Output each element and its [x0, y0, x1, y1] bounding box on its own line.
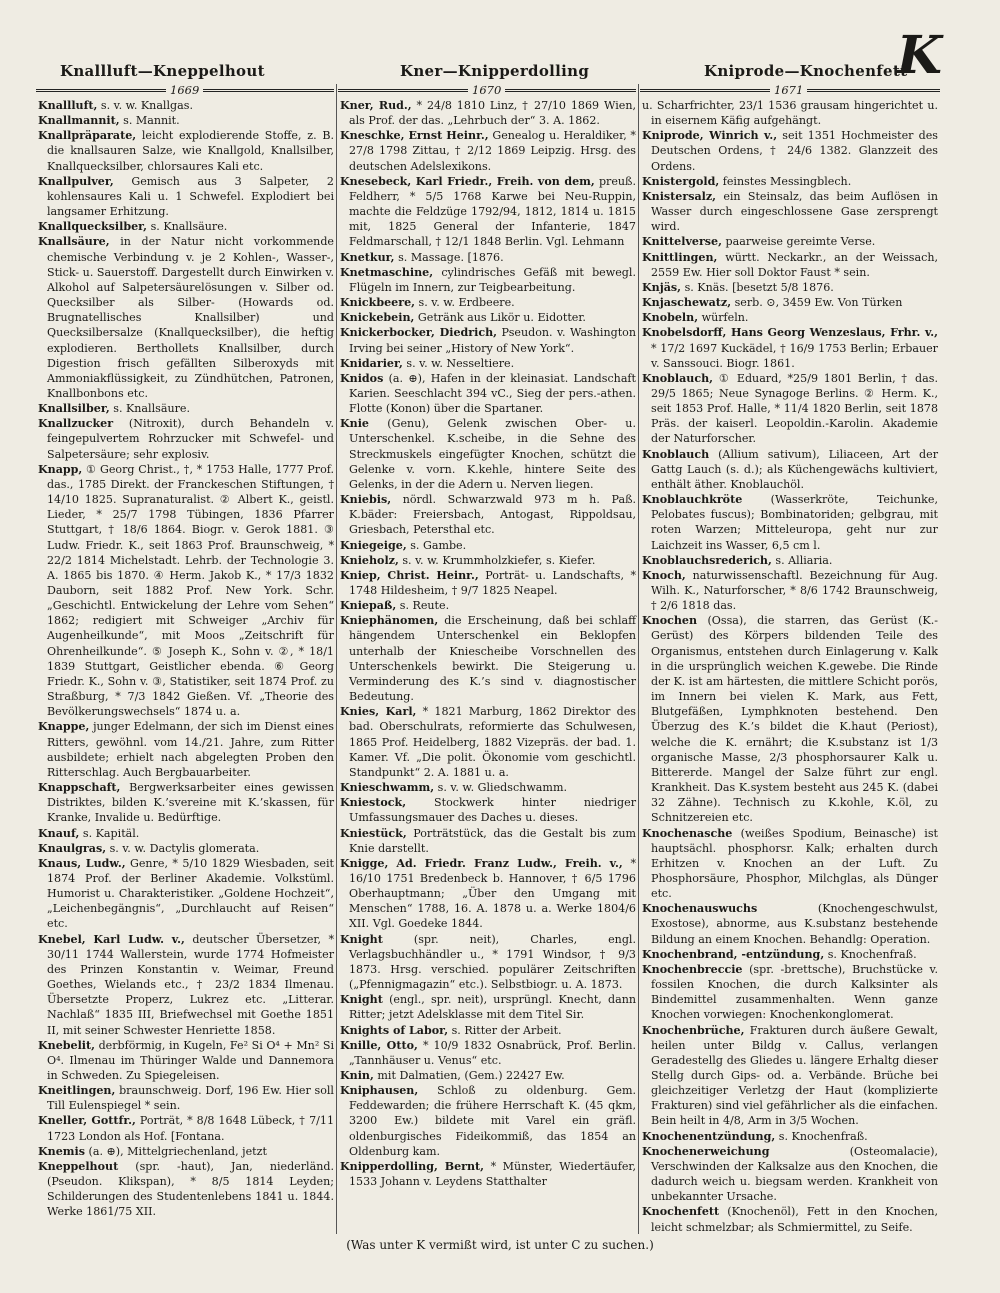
dictionary-entry [38, 462, 334, 720]
dictionary-entry [38, 1113, 334, 1143]
entry-headword: Knin, [340, 1069, 374, 1082]
dictionary-entry [38, 113, 334, 128]
entry-headword: Knallpulver, [38, 174, 114, 188]
entry-headword: Knochenbrand, -entzündung, [642, 947, 825, 961]
entry-text: cylindrisches Gefäß mit bewegl. Flügeln im Innern, zur Teigbearbeitung. [349, 265, 636, 294]
entry-headword: Knobeln, [642, 311, 699, 325]
entry-headword: Knallmannit, [38, 114, 120, 128]
entry-headword: Knaulgras, [38, 841, 107, 855]
entry-headword: Kneitlingen, [38, 1084, 116, 1098]
running-head-center: Kner—Knipperdolling [400, 62, 590, 80]
entry-text: junger Edelmann, der sich im Dienst eines Ritters, gewöhnl. vom 14./21. Jahre, zum Ritter ausbildete; erhielt nach abgelegten Proben den Ritterschlag. Auch Bergbauarbeiter. [47, 720, 334, 779]
entry-headword: Knidarier, [340, 356, 403, 370]
running-head-left: Knallluft—Kneppelhout [60, 62, 265, 80]
dictionary-entry [340, 356, 636, 371]
entry-text: (spr. -brettsche), Bruchstücke v. fossilen Knochen, die durch Kalksinter als Bindemittel zusammenhalten. Wenn ganze Knochen vorwiegen: Knochenkonglomerat. [651, 962, 938, 1022]
entry-headword: Knochenauswuchs [642, 902, 758, 916]
entry-headword: Knistergold, [642, 174, 720, 188]
column-2 [340, 98, 636, 1189]
entry-headword: Knappschaft, [38, 781, 121, 795]
dictionary-entry [340, 1038, 636, 1068]
dictionary-entry [642, 947, 938, 962]
dictionary-entry [642, 280, 938, 295]
entry-headword: Knochenentzündung, [642, 1129, 776, 1143]
entry-text: (Allium sativum), Liliaceen, Art der Gattg Lauch (s. d.); als Küchengewächs kultiviert, enthält äther. Knoblauchöl. [651, 447, 938, 491]
dictionary-entry [38, 826, 334, 841]
dictionary-entry [340, 1068, 636, 1083]
entry-headword: Knallquecksilber, [38, 220, 148, 234]
entry-headword: Kneppelhout [38, 1159, 119, 1173]
dictionary-entry [38, 719, 334, 780]
page-number-row-1 [36, 84, 334, 98]
dictionary-entry [642, 1129, 938, 1144]
dictionary-entry [642, 98, 938, 128]
entry-text: feinstes Messingblech. [722, 174, 852, 188]
entry-headword: Knoch, [642, 568, 686, 582]
entry-headword: Knickerbocker, Diedrich, [340, 326, 498, 340]
entry-headword: Knipperdolling, Bernt, [340, 1159, 485, 1173]
entry-text: s. v. w. Knallgas. [100, 99, 193, 112]
entry-text: s. v. w. Gliedschwamm. [437, 781, 567, 795]
dictionary-entry [340, 128, 636, 173]
entry-headword: Knochen [642, 614, 698, 628]
dictionary-entry [642, 189, 938, 234]
dictionary-entry [38, 174, 334, 219]
entry-text: s. Knochenfraß. [827, 947, 917, 961]
entry-text: leicht explodierende Stoffe, z. B. die knallsauren Salze, wie Knallgold, Knallsilber, Knallquecksilber, chlorsaures Kali etc. [47, 129, 334, 173]
entry-text: * Münster, Wiedertäufer, 1533 Johann v. Leydens Statthalter [349, 1159, 636, 1189]
entry-headword: Knoblauchsrederich, [642, 553, 772, 567]
entry-text: (spr. -haut), Jan, niederländ. (Pseudon. Klikspan), * 8/5 1814 Leyden; Schilderungen des Studentenlebens 1841 u. 1844. Werke 1861/75 XII. [47, 1159, 334, 1219]
dictionary-entry [340, 568, 636, 598]
entry-text: * 24/8 1810 Linz, † 27/10 1869 Wien, als Prof. der das. „Lehrbuch der“ 3. A. 1862. [349, 99, 636, 128]
entry-headword: Knaus, Ludw., [38, 856, 126, 870]
entry-text: Bergwerksarbeiter eines gewissen Distriktes, bilden K.’svereine mit K.’skassen, für Kranke, Invalide u. Bedürftige. [47, 781, 334, 825]
entry-text: seit 1351 Hochmeister des Deutschen Ordens, † 24/6 1382. Glanzzeit des Ordens. [651, 129, 938, 173]
dictionary-entry [642, 568, 938, 613]
dictionary-entry [642, 447, 938, 492]
column-3 [642, 98, 938, 1235]
entry-text: derbförmig, in Kugeln, Fe² Si O⁴ + Mn² Si O⁴. Ilmenau im Thüringer Walde und Dannemora in Schweden. Zu Spiegeleisen. [47, 1038, 334, 1082]
entry-text: s. v. w. Nesseltiere. [406, 356, 515, 370]
entry-headword: Knights of Labor, [340, 1023, 449, 1037]
entry-headword: Knidos [340, 371, 384, 385]
entry-headword: Knallzucker [38, 417, 114, 431]
page-number: 1670 [468, 83, 505, 97]
entry-headword: Knebelit, [38, 1038, 95, 1052]
entry-text: (Osteomalacie), Verschwinden der Kalksalze aus den Knochen, die dadurch weich u. biegsam werden. Krankheit von unbekannter Ursache. [651, 1144, 938, 1204]
entry-text: (Nitroxit), durch Behandeln v. feingepulvertem Rohrzucker mit Schwefel- und Salpetersäure; sehr explosiv. [47, 417, 334, 461]
dictionary-entry [340, 795, 636, 825]
entry-headword: Kniep, Christ. Heinr., [340, 568, 479, 582]
entry-text: (Wasserkröte, Teichunke, Pelobates fuscus); Bombinatoriden; gelbgrau, mit roten Warzen; Mitteleuropa, geht nur zur Laichzeit ins Wasser, 6,5 cm l. [651, 493, 938, 552]
page-number: 1671 [770, 83, 807, 97]
entry-text: (spr. neit), Charles, engl. Verlagsbuchhändler u., * 1791 Windsor, † 9/3 1873. Hrsg. verschied. populärer Zeitschriften („Pfennigmagazin“ etc.). Selbstbiogr. u. A. 1873. [349, 932, 636, 992]
entry-text: deutscher Übersetzer, * 30/11 1744 Wallerstein, wurde 1774 Hofmeister des Prinzen Konstantin v. Weimar, Freund Goethes, Wielands etc., † 23/2 1834 Ilmenau. Übersetzte Properz, Lukrez etc. „Litterar. Nachlaß“ 1835 III, Briefwechsel mit Goethe 1851 II, mit seiner Schwester Henriette 1858. [47, 932, 334, 1037]
entry-headword: Knight [340, 932, 383, 946]
entry-headword: Knigge, Ad. Friedr. Franz Ludw., Freih. v., [340, 856, 623, 870]
entry-headword: Knallluft, [38, 99, 98, 112]
entry-headword: Knetmaschine, [340, 265, 434, 279]
dictionary-entry [340, 992, 636, 1022]
dictionary-entry [38, 219, 334, 234]
dictionary-entry [340, 856, 636, 932]
dictionary-entry [642, 826, 938, 902]
entry-text: s. Kapitäl. [82, 826, 140, 840]
dictionary-entry [340, 295, 636, 310]
entry-text: naturwissenschaftl. Bezeichnung für Aug. Wilh. K., Naturforscher, * 8/6 1742 Braunschweig, † 2/6 1818 das. [651, 568, 938, 613]
dictionary-entry [642, 962, 938, 1023]
dictionary-entry [340, 250, 636, 265]
entry-text: paarweise gereimte Verse. [725, 235, 876, 249]
entry-text: in der Natur nicht vorkommende chemische Verbindung v. je 2 Kohlen-, Wasser-, Stick- u. Sauerstoff. Dargestellt durch Einwirken v. Alkohol auf Salpetersäurelösungen v. Silber od. Quecksilber als Silber- (Howards od. Brugnatellisches Knallsilber) und Quecksilbersalze (Knallquecksilber), die heftig explodieren. Berthollets Knallsilber, durch Digestion frisch gefällten Silberoxyds mit Ammoniakflüssigkeit, zu Zündhütchen, Patronen, Knallbonbons etc. [47, 235, 334, 400]
entry-text: s. Knäs. [besetzt 5/8 1876. [684, 280, 834, 294]
entry-text: württ. Neckarkr., an der Weissach, 2559 Ew. Hier soll Doktor Faust * sein. [651, 250, 938, 279]
entry-headword: Knieholz, [340, 553, 399, 567]
entry-headword: Knie [340, 417, 369, 431]
dictionary-entry [642, 492, 938, 553]
entry-headword: Knille, Otto, [340, 1038, 418, 1052]
dictionary-entry [340, 416, 636, 492]
entry-headword: Knochenbrüche, [642, 1023, 745, 1037]
dictionary-entry [38, 841, 334, 856]
column-divider [638, 84, 639, 1234]
entry-text: * 16/10 1751 Bredenbeck b. Hannover, † 6/5 1796 Oberhauptmann; „Über den Umgang mit Menschen“ 1788, 16. A. 1878 u. a. Werke 1804/6 XII. Vgl. Goedeke 1844. [349, 856, 637, 931]
entry-headword: Knittlingen, [642, 250, 718, 264]
dictionary-entry [340, 98, 636, 128]
entry-headword: Knjäs, [642, 280, 682, 294]
entry-headword: Knallsäure, [38, 235, 110, 249]
dictionary-entry [642, 1204, 938, 1234]
entry-text: ① Georg Christ., †, * 1753 Halle, 1777 Prof. das., 1785 Direkt. der Franckeschen Stiftungen, † 14/10 1825. Supranaturalist. ② Albert K., geistl. Lieder, * 25/7 1798 Tübingen, 1836 Pfarrer Stuttgart, † 18/6 1864. Biogr. v. Gerok 1881. ③ Ludw. Friedr. K., seit 1863 Prof. Braunschweig, * 22/2 1814 Michelstadt. Lehrb. der Technologie 3. A. 1865 bis 1870. ④ Herm. Jakob K., * 17/3 1832 Dauborn, seit 1882 Prof. New York. Schr. „Geschichtl. Entwickelung der Lehre vom Sehen“ 1862; redigiert mit Schweiger „Archiv für Augenheilkunde“, mit Moos „Zeitschrift für Ohrenheilkunde“. ⑤ Joseph K., Sohn v. ②, * 18/1 1839 Stuttgart, Geistlicher ebenda. ⑥ Georg Friedr. K., Sohn v. ③, Statistiker, seit 1874 Prof. zu Straßburg, * 7/3 1842 Gießen. Vf. „Theorie des Bevölkerungswechsels“ 1874 u. a. [47, 462, 334, 719]
entry-headword: Knickbeere, [340, 296, 416, 310]
dictionary-entry [38, 856, 334, 932]
dictionary-entry [340, 265, 636, 295]
entry-text: u. Scharfrichter, 23/1 1536 grausam hingerichtet u. in eisernem Käfig aufgehängt. [642, 99, 938, 128]
running-head-right: Kniprode—Knochenfett [704, 62, 908, 80]
entry-text: Genre, * 5/10 1829 Wiesbaden, seit 1874 Prof. der Berliner Akademie. Volkstüml. Humorist u. Charakteristiker. „Goldene Hochzeit“, „Leichenbegängnis“, „Durchlaucht auf Reisen“ etc. [47, 856, 334, 931]
dictionary-entry [38, 932, 334, 1038]
entry-text: Getränk aus Likör u. Eidotter. [417, 311, 586, 325]
dictionary-entry [340, 1023, 636, 1038]
entry-headword: Knoblauch [642, 447, 710, 461]
entry-text: s. v. w. Dactylis glomerata. [109, 841, 260, 855]
entry-text: s. Mannit. [123, 114, 180, 128]
entry-text: s. Reute. [399, 599, 450, 613]
entry-text: (a. ⊕), Mittelgriechenland, jetzt [88, 1144, 267, 1158]
entry-headword: Knies, Karl, [340, 705, 417, 719]
dictionary-entry [340, 492, 636, 537]
entry-text: * 1821 Marburg, 1862 Direktor des bad. Oberschulrats, reformierte das Schulwesen, 1865 Prof. Heidelberg, 1882 Vizepräs. der bad. 1. Kamer. Vf. „Die polit. Ökonomie vom geschichtl. Standpunkt“ 2. A. 1881 u. a. [349, 705, 637, 779]
dictionary-entry [340, 310, 636, 325]
entry-text: die Erscheinung, daß bei schlaff hängendem Unterschenkel ein Beklopfen unterhalb der Kniescheibe Vorschnellen des Unterschenkels bewirkt. Die Steigerung u. Verminderung des K.’s sind v. diagnostischer Bedeutung. [349, 614, 636, 704]
entry-headword: Kniphausen, [340, 1084, 419, 1098]
dictionary-entry [642, 234, 938, 249]
entry-headword: Knauf, [38, 826, 80, 840]
entry-text: Porträt- u. Landschafts, * 1748 Hildesheim, † 9/7 1825 Neapel. [349, 568, 636, 597]
dictionary-entry [642, 174, 938, 189]
entry-headword: Kneschke, Ernst Heinr., [340, 129, 489, 143]
dictionary-entry [642, 901, 938, 946]
dictionary-entry [642, 1023, 938, 1129]
dictionary-entry [38, 416, 334, 461]
entry-text: Porträt, * 8/8 1648 Lübeck, † 7/11 1723 London als Hof. [Fontana. [47, 1114, 335, 1143]
dictionary-entry [38, 234, 334, 401]
dictionary-entry [340, 174, 636, 250]
dictionary-entry [340, 780, 636, 795]
entry-headword: Knieschwamm, [340, 781, 435, 795]
dictionary-entry [642, 613, 938, 825]
dictionary-entry [38, 780, 334, 825]
dictionary-entry [340, 1083, 636, 1159]
entry-headword: Knobelsdorff, Hans Georg Wenzeslaus, Frhr. v., [642, 326, 938, 340]
column-1 [38, 98, 334, 1220]
entry-text: Frakturen durch äußere Gewalt, heilen unter Bildg v. Callus, verlangen Geradestellg des Gliedes u. längere Erhaltg dieser Stellg durch Gips- od. a. Verbände. Brüche bei gleichzeitiger Verletzg der Haut (komplizierte Frakturen) sind viel gefährlicher als die einfachen. Bein heilt in 4/8, Arm in 3/5 Wochen. [651, 1023, 938, 1128]
page-number-row-2 [338, 84, 636, 98]
dictionary-entry [340, 932, 636, 993]
entry-text: s. Knallsäure. [150, 220, 228, 234]
entry-headword: Knemis [38, 1144, 85, 1158]
entry-headword: Kniephänomen, [340, 614, 439, 628]
dictionary-entry [340, 325, 636, 355]
entry-text: s. Gambe. [410, 538, 467, 552]
dictionary-entry [642, 371, 938, 447]
dictionary-entry [38, 1159, 334, 1220]
entry-text: Genealog u. Heraldiker, * 27/8 1798 Zittau, † 2/12 1869 Leipzig. Hrsg. des deutschen Adelslexikons. [349, 129, 636, 173]
entry-headword: Kneller, Gottfr., [38, 1114, 136, 1128]
entry-text: nördl. Schwarzwald 973 m h. Paß. K.bäder: Freiersbach, Antogast, Rippoldsau, Griesbach, Petersthal etc. [349, 493, 637, 537]
entry-text: preuß. Feldherr, * 5/5 1768 Karwe bei Neu-Ruppin, machte die Feldzüge 1792/94, 1812, 1814 u. 1815 mit, 1825 General der Infanterie, 1847 Feldmarschall, † 12/1 1848 Berlin. Vgl. Lehmann [349, 174, 636, 249]
entry-text: s. Massage. [1876. [398, 250, 504, 264]
page-number-row-3 [640, 84, 940, 98]
dictionary-entry [642, 553, 938, 568]
dictionary-entry [642, 1144, 938, 1205]
entry-text: serb. ⊙, 3459 Ew. Von Türken [734, 296, 903, 310]
column-divider [336, 84, 337, 1234]
entry-headword: Knochenfett [642, 1205, 720, 1219]
dictionary-entry [642, 250, 938, 280]
entry-headword: Kniprode, Winrich v., [642, 129, 778, 143]
entry-text: braunschweig. Dorf, 196 Ew. Hier soll Till Eulenspiegel * sein. [47, 1084, 334, 1113]
entry-headword: Knesebeck, Karl Friedr., Freih. von dem, [340, 174, 595, 188]
entry-text: s. Ritter der Arbeit. [451, 1023, 562, 1037]
entry-headword: Kniestock, [340, 796, 407, 810]
entry-text: Schloß zu oldenburg. Gem. Feddewarden; die frühere Herrschaft K. (45 qkm, 3200 Ew.) bildete mit Varel ein gräfl. oldenburgisches Fideikommiß, das 1854 an Oldenburg kam. [349, 1084, 636, 1158]
dictionary-entry [340, 613, 636, 704]
entry-text: mit Dalmatien, (Gem.) 22427 Ew. [377, 1069, 565, 1082]
entry-headword: Knoblauch, [642, 371, 714, 385]
entry-text: (Genu), Gelenk zwischen Ober- u. Unterschenkel. K.scheibe, in die Sehne des Streckmuskels eingefügter Knochen, schützt die Gelenke v. vorn. K.kehle, hintere Seite des Gelenks, in der die Adern u. Nerven liegen. [349, 417, 636, 491]
entry-headword: Knittelverse, [642, 235, 722, 249]
entry-text: Pseudon. v. Washington Irving bei seiner „History of New York“. [349, 326, 636, 355]
entry-text: (engl., spr. neit), ursprüngl. Knecht, dann Ritter; jetzt Adelsklasse mit dem Titel Sir. [349, 993, 636, 1022]
dictionary-entry [340, 598, 636, 613]
dictionary-entry [642, 325, 938, 370]
entry-text: Porträtstück, das die Gestalt bis zum Knie darstellt. [349, 826, 636, 855]
entry-text: * 17/2 1697 Kuckädel, † 16/9 1753 Berlin; Erbauer v. Sanssouci. Biogr. 1861. [651, 341, 938, 370]
dictionary-entry [340, 1159, 636, 1189]
entry-text: s. Knochenfraß. [778, 1129, 868, 1143]
entry-headword: Kniegeige, [340, 538, 407, 552]
entry-headword: Knochenerweichung [642, 1144, 770, 1158]
entry-headword: Knallpräparate, [38, 129, 137, 143]
dictionary-entry [38, 98, 334, 113]
entry-text: ① Eduard, *25/9 1801 Berlin, † das. 29/5 1865; Neue Synagoge Berlins. ② Herm. K., seit 1853 Prof. Halle, * 11/4 1820 Berlin, seit 1878 Präs. der kaiserl. Leopoldin.-Karolin. Akademie der Naturforscher. [651, 371, 938, 446]
entry-headword: Knight [340, 993, 383, 1007]
entry-headword: Knickebein, [340, 311, 415, 325]
entry-text: * 10/9 1832 Osnabrück, Prof. Berlin. „Tannhäuser u. Venus“ etc. [349, 1038, 637, 1067]
entry-headword: Knistersalz, [642, 189, 717, 203]
section-letter: K [896, 25, 942, 86]
entry-text: s. v. w. Krummholzkiefer, s. Kiefer. [402, 553, 596, 567]
dictionary-entry [38, 1038, 334, 1083]
dictionary-entry [340, 826, 636, 856]
entry-text: s. Alliaria. [775, 553, 833, 567]
entry-headword: Kner, Rud., [340, 99, 412, 112]
dictionary-entry [340, 704, 636, 780]
dictionary-entry [38, 1144, 334, 1159]
dictionary-entry [340, 371, 636, 416]
dictionary-entry [340, 538, 636, 553]
entry-text: Stockwerk hinter niedriger Umfassungsmauer des Daches u. dieses. [349, 796, 636, 825]
entry-headword: Knallsilber, [38, 402, 110, 416]
dictionary-entry [340, 553, 636, 568]
entry-headword: Kniepaß, [340, 599, 397, 613]
entry-text: (weißes Spodium, Beinasche) ist hauptsächl. phosphorsr. Kalk; erhalten durch Erhitzen v. Knochen an der Luft. Zu Phosphorsäure, Phosphor, Milchglas, als Dünger etc. [651, 826, 938, 901]
entry-text: (Knochenöl), Fett in den Knochen, leicht schmelzbar; als Schmiermittel, zu Seife. [651, 1205, 939, 1234]
entry-text: (Ossa), die starren, das Gerüst (K.-Gerüst) des Körpers bildenden Teile des Organismus, entstehen durch Einlagerung v. Kalk in die ursprünglich weichen K.gewebe. Die Rinde der K. ist am härtesten, die mittlere Schicht porös, im Innern bei vielen K. Mark, aus Fett, Blutgefäßen, Lymphknoten bestehend. Den Überzug des K.’s bildet die K.haut (Periost), welche die K. ernährt; die K.substanz ist 1/3 organische Masse, 2/3 phosphorsaurer Kalk u. Bittererde. Mangel der Salze führt zur engl. Krankheit. Das K.system besteht aus 245 K. (dabei 32 Zähne). Technisch zu K.kohle, K.öl, zu Schnitzereien etc. [651, 614, 938, 825]
entry-headword: Knoblauchkröte [642, 493, 743, 507]
entry-text: ein Steinsalz, das beim Auflösen in Wasser durch eingeschlossene Gase zersprengt wird. [651, 189, 938, 234]
entry-headword: Knochenbreccie [642, 962, 743, 976]
entry-headword: Kniestück, [340, 826, 407, 840]
entry-text: (Knochengeschwulst, Exostose), abnorme, aus K.substanz bestehende Bildung an einem Knochen. Behandlg: Operation. [651, 902, 938, 946]
entry-headword: Knebel, Karl Ludw. v., [38, 932, 185, 946]
entry-headword: Knjaschewatz, [642, 296, 732, 310]
dictionary-entry [38, 401, 334, 416]
entry-text: s. Knallsäure. [113, 402, 190, 416]
entry-headword: Kniebis, [340, 493, 392, 507]
entry-headword: Knetkur, [340, 250, 395, 264]
entry-headword: Knappe, [38, 720, 90, 734]
entry-text: (a. ⊕), Hafen in der kleinasiat. Landschaft Karien. Seeschlacht 394 vC., Sieg der pers.-athen. Flotte (Konon) über die Spartaner. [349, 371, 636, 416]
dictionary-entry [642, 295, 938, 310]
entry-headword: Knapp, [38, 462, 83, 476]
dictionary-entry [38, 1083, 334, 1113]
entry-headword: Knochenasche [642, 826, 733, 840]
page-number: 1669 [166, 83, 203, 97]
dictionary-entry [642, 128, 938, 173]
entry-text: würfeln. [701, 311, 749, 325]
entry-text: s. v. w. Erdbeere. [418, 296, 515, 310]
dictionary-entry [642, 310, 938, 325]
entry-text: Gemisch aus 3 Salpeter, 2 kohlensaures Kali u. 1 Schwefel. Explodiert bei langsamer Erhitzung. [47, 174, 334, 219]
dictionary-entry [38, 128, 334, 173]
footer-note: (Was unter K vermißt wird, ist unter C zu suchen.) [346, 1238, 654, 1252]
